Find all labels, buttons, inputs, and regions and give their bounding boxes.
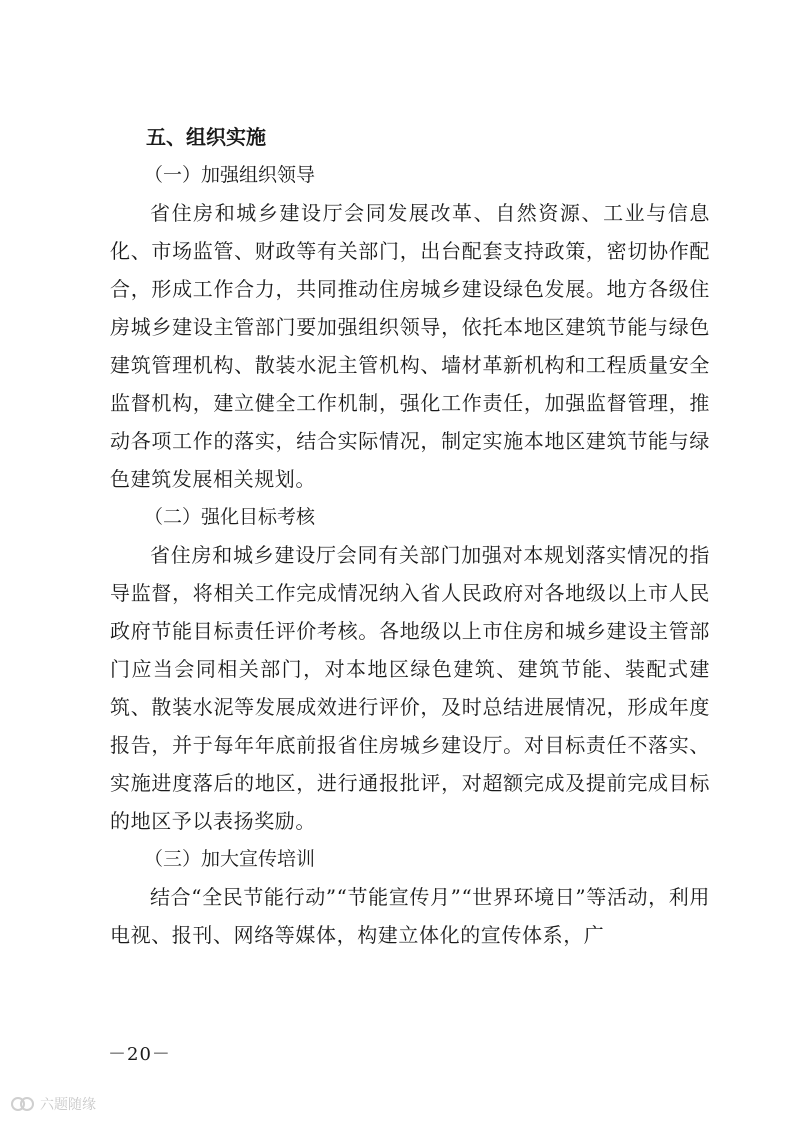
document-body <box>110 110 710 954</box>
page-number: －20－ <box>108 1044 171 1065</box>
subsection-heading-1: （一）加强组织领导 <box>144 164 316 186</box>
watermark <box>10 1094 96 1114</box>
subsection-heading-3: （三）加大宣传培训 <box>144 848 316 870</box>
section-title: 五、组织实施 <box>146 125 266 149</box>
subsection-heading-2: （二）强化目标考核 <box>144 506 316 528</box>
paragraph-2: 省住房和城乡建设厅会同有关部门加强对本规划落实情况的指导监督，将相关工作完成情况纳入省人民政府对各地级以上市人民政府节能目标责任评价考核。各地级以上市住房和城乡建设主管部门应当会同相关部门，对本地区绿色建筑、建筑节能、装配式建筑、散装水泥等发展成效进行评价，及时总结进展情况，形成年度报告，并于每年年底前报省住房城乡建设厅。对目标责任不落实、实施进度落后的地区，进行通报批评，对超额完成及提前完成目标的地区予以表扬奖励。 <box>110 543 710 833</box>
watermark-text: 六题随缘 <box>40 1097 96 1113</box>
paragraph-1: 省住房和城乡建设厅会同发展改革、自然资源、工业与信息化、市场监管、财政等有关部门，出台配套支持政策，密切协作配合，形成工作合力，共同推动住房城乡建设绿色发展。地方各级住房城乡建设主管部门要加强组织领导，依托本地区建筑节能与绿色建筑管理机构、散装水泥主管机构、墙材革新机构和工程质量安全监督机构，建立健全工作机制，强化工作责任，加强监督管理，推动各项工作的落实，结合实际情况，制定实施本地区建筑节能与绿色建筑发展相关规划。 <box>110 201 710 491</box>
watermark-logo-icon <box>10 1095 36 1113</box>
paragraph-3: 结合“全民节能行动”“节能宣传月”“世界环境日”等活动，利用电视、报刊、网络等媒体，构建立体化的宣传体系，广 <box>110 885 710 947</box>
